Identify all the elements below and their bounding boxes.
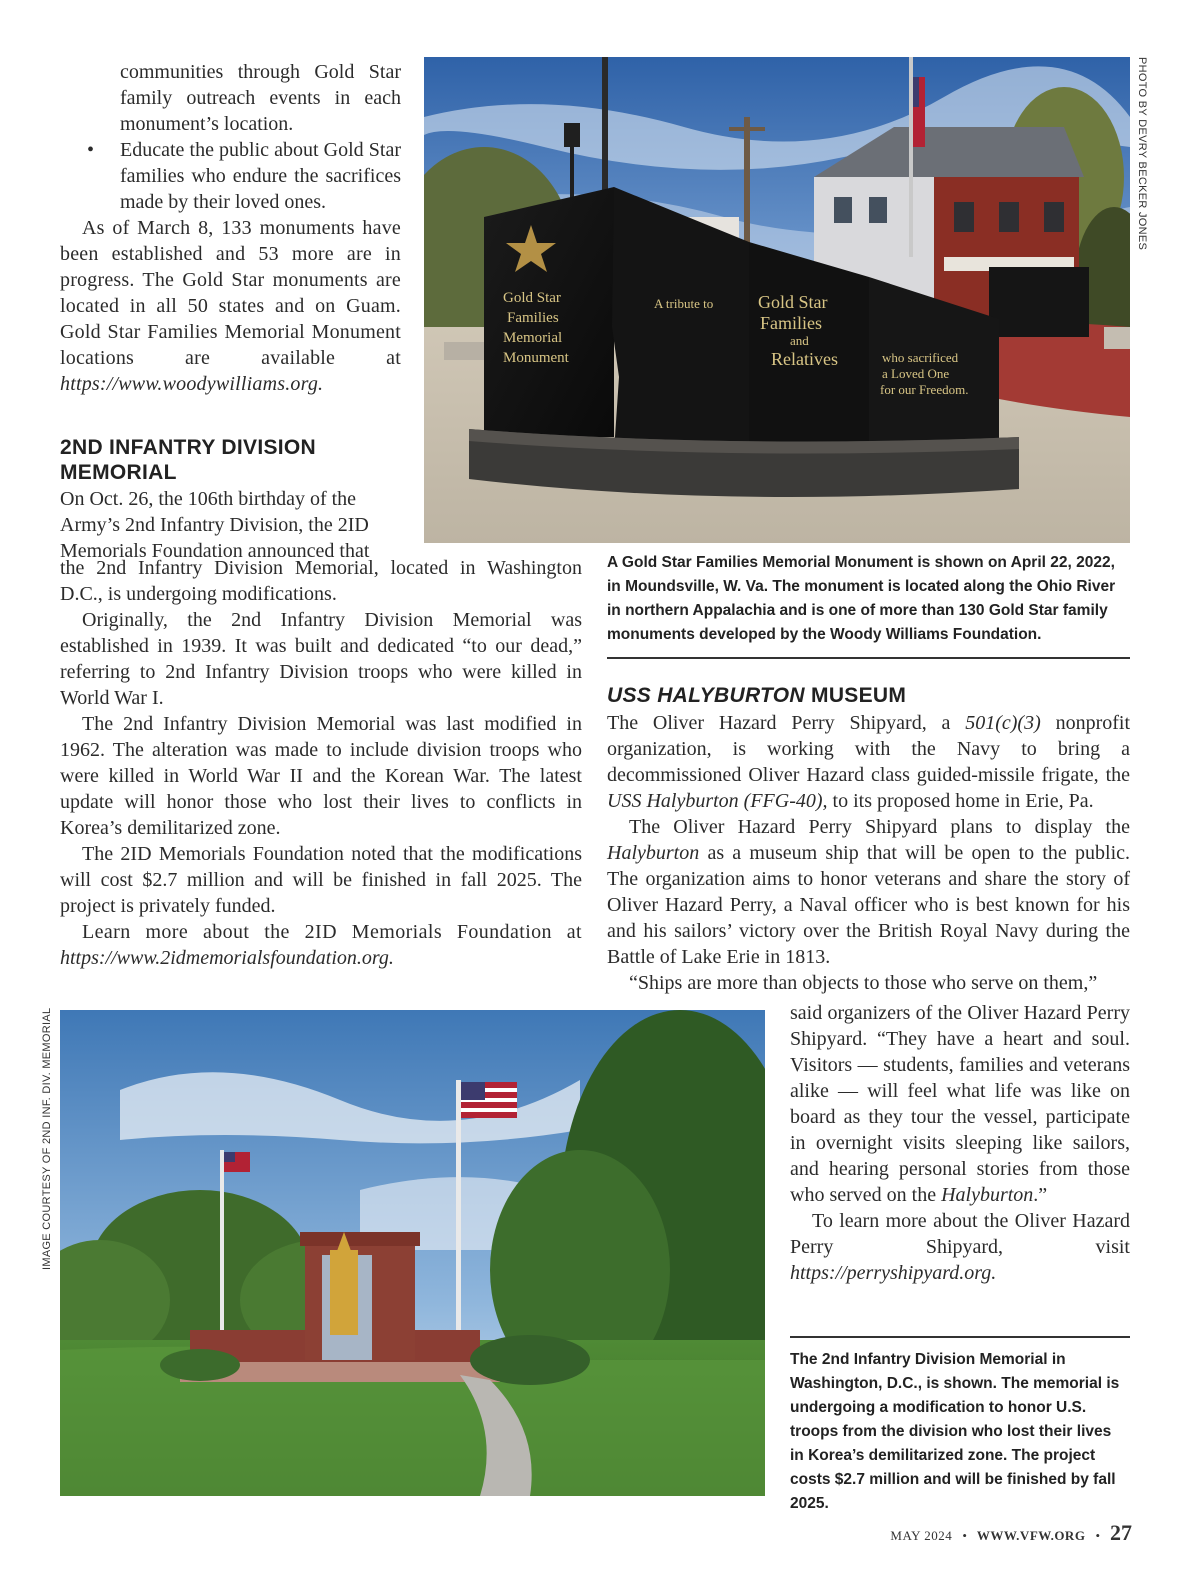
caption-divider-bottom xyxy=(790,1336,1130,1338)
link-perry-shipyard[interactable]: https://perryshipyard.org. xyxy=(790,1262,997,1284)
bullet-dot: • xyxy=(87,139,95,161)
footer-issue: MAY 2024 xyxy=(890,1528,953,1543)
caption-divider-top xyxy=(607,657,1130,659)
gold-star-monument-illustration xyxy=(424,57,1130,543)
monument-text-right-3: for our Freedom. xyxy=(880,382,969,397)
bottom-photo-caption: The 2nd Infantry Division Memorial in Washington, D.C., is shown. The memorial is undergoing a modification to honor U.S. troops from the division who lost their lives in Korea’s demilitarized zone. The project costs $2.7 million and will be finished by fall 2025. xyxy=(790,1351,1120,1512)
top-photo-credit: PHOTO BY DEVRY BECKER JONES xyxy=(1136,57,1148,251)
right-column xyxy=(607,683,1130,996)
bottom-photo-credit: IMAGE COURTESY OF 2ND INF. DIV. MEMORIAL xyxy=(41,1007,53,1270)
link-woody-williams[interactable]: https://www.woodywilliams.org. xyxy=(60,373,324,395)
top-photo-caption: A Gold Star Families Memorial Monument is shown on April 22, 2022, in Moundsville, W. Va. The monument is located along the Ohio River in northern Appalachia and is one of more than 130 Gold Star family monuments developed by the Woody Williams Foundation. xyxy=(607,554,1116,643)
2id-memorial-photo xyxy=(60,1010,765,1496)
para-2id-lead-cont: the 2nd Infantry Division Memorial, located in Washington D.C., is undergoing modifications. xyxy=(60,557,582,605)
monument-text-tribute: A tribute to xyxy=(654,296,714,311)
page-footer xyxy=(890,1520,1132,1546)
monument-text-right-2: a Loved One xyxy=(882,366,950,381)
footer-site[interactable]: WWW.VFW.ORG xyxy=(976,1528,1086,1543)
monument-text-center-1: Gold Star xyxy=(758,292,828,312)
top-photo-caption-block xyxy=(607,551,1130,647)
monument-text-center-4: Relatives xyxy=(771,349,838,369)
para-2id-modified: The 2nd Infantry Division Memorial was last modified in 1962. The alteration was made to include division troops who were killed in World War II and the Korean War. The latest update will honor those who lost their lives to conflicts in Korea’s demilitarized zone. xyxy=(60,713,582,839)
monument-text-center-2: Families xyxy=(760,313,822,333)
gold-star-monument-photo xyxy=(424,57,1130,543)
bullet-item: • Educate the public about Gold Star families who endure the sacrifices made by their loved ones. xyxy=(87,139,401,213)
monument-text-left-1: Gold Star xyxy=(503,290,561,306)
para-halyburton-museum: The Oliver Hazard Perry Shipyard plans to display the Halyburton as a museum ship that will be open to the public. The organization aims to honor veterans and share the story of Oliver Hazard Perry, a Naval officer who is best known for his and his sailors’ victory over the British Royal Navy during the Battle of Lake Erie in 1813. xyxy=(607,816,1130,968)
heading-2id-memorial: 2ND INFANTRY DIVISION MEMORIAL xyxy=(60,436,317,484)
monument-text-left-4: Monument xyxy=(503,350,569,366)
monument-text-right-1: who sacrificed xyxy=(882,350,959,365)
top-photo-credit-wrap xyxy=(1133,57,1149,251)
2id-memorial-illustration xyxy=(60,1010,765,1496)
link-2id-foundation[interactable]: https://www.2idmemorialsfoundation.org. xyxy=(60,947,394,969)
para-quote-continued: said organizers of the Oliver Hazard Perry Shipyard. “They have a heart and soul. Visitors — students, families and veterans alike — will feel what life was like on board as they tour the vessel, participate in overnight visits sleeping like sailors, and hearing personal stories from those who served on the Halyburton.” xyxy=(790,1002,1130,1206)
para-quote-first-line: “Ships are more than objects to those who serve on them,” xyxy=(629,972,1098,994)
footer-separator-2: • xyxy=(1095,1528,1100,1543)
monument-text-center-3: and xyxy=(790,333,809,348)
heading-uss-halyburton: USS HALYBURTON MUSEUM xyxy=(607,684,907,707)
page-number: 27 xyxy=(1110,1520,1132,1545)
monument-text-left-3: Memorial xyxy=(503,330,563,346)
para-monuments: As of March 8, 133 monuments have been established and 53 more are in progress. The Gold Star monuments are located in all 50 states and on Guam. Gold Star Families Memorial Monument locations are available at https://www.woodywilliams.org. xyxy=(60,217,401,395)
monument-text-left-2: Families xyxy=(507,310,559,326)
right-column-narrow xyxy=(790,1000,1130,1286)
left-column-wide xyxy=(60,555,582,971)
para-2id-original: Originally, the 2nd Infantry Division Memorial was established in 1939. It was built and dedicated “to our dead,” referring to 2nd Infantry Division troops who were killed in World War I. xyxy=(60,609,582,709)
para-2id-cost: The 2ID Memorials Foundation noted that the modifications will cost $2.7 million and will be finished in fall 2025. The project is privately funded. xyxy=(60,843,582,917)
para-2id-lead: On Oct. 26, the 106th birthday of the Army’s 2nd Infantry Division, the 2ID Memorials Foundation announced that xyxy=(60,488,370,562)
footer-separator: • xyxy=(962,1528,967,1543)
para-2id-learn: Learn more about the 2ID Memorials Foundation at https://www.2idmemorialsfoundation.org. xyxy=(60,921,582,969)
para-learn-perry: To learn more about the Oliver Hazard Perry Shipyard, visit https://perryshipyard.org. xyxy=(790,1210,1130,1284)
bottom-photo-caption-block xyxy=(790,1348,1125,1516)
bottom-photo-credit-wrap xyxy=(41,1007,55,1270)
bullet-continuation: communities through Gold Star family outreach events in each monument’s location. xyxy=(120,61,401,135)
para-halyburton-intro: The Oliver Hazard Perry Shipyard, a 501(c)(3) nonprofit organization, is working with the Navy to bring a decommissioned Oliver Hazard class guided-missile frigate, the USS Halyburton (FFG-40), to its proposed home in Erie, Pa. xyxy=(607,712,1130,812)
left-column-top xyxy=(60,59,401,564)
